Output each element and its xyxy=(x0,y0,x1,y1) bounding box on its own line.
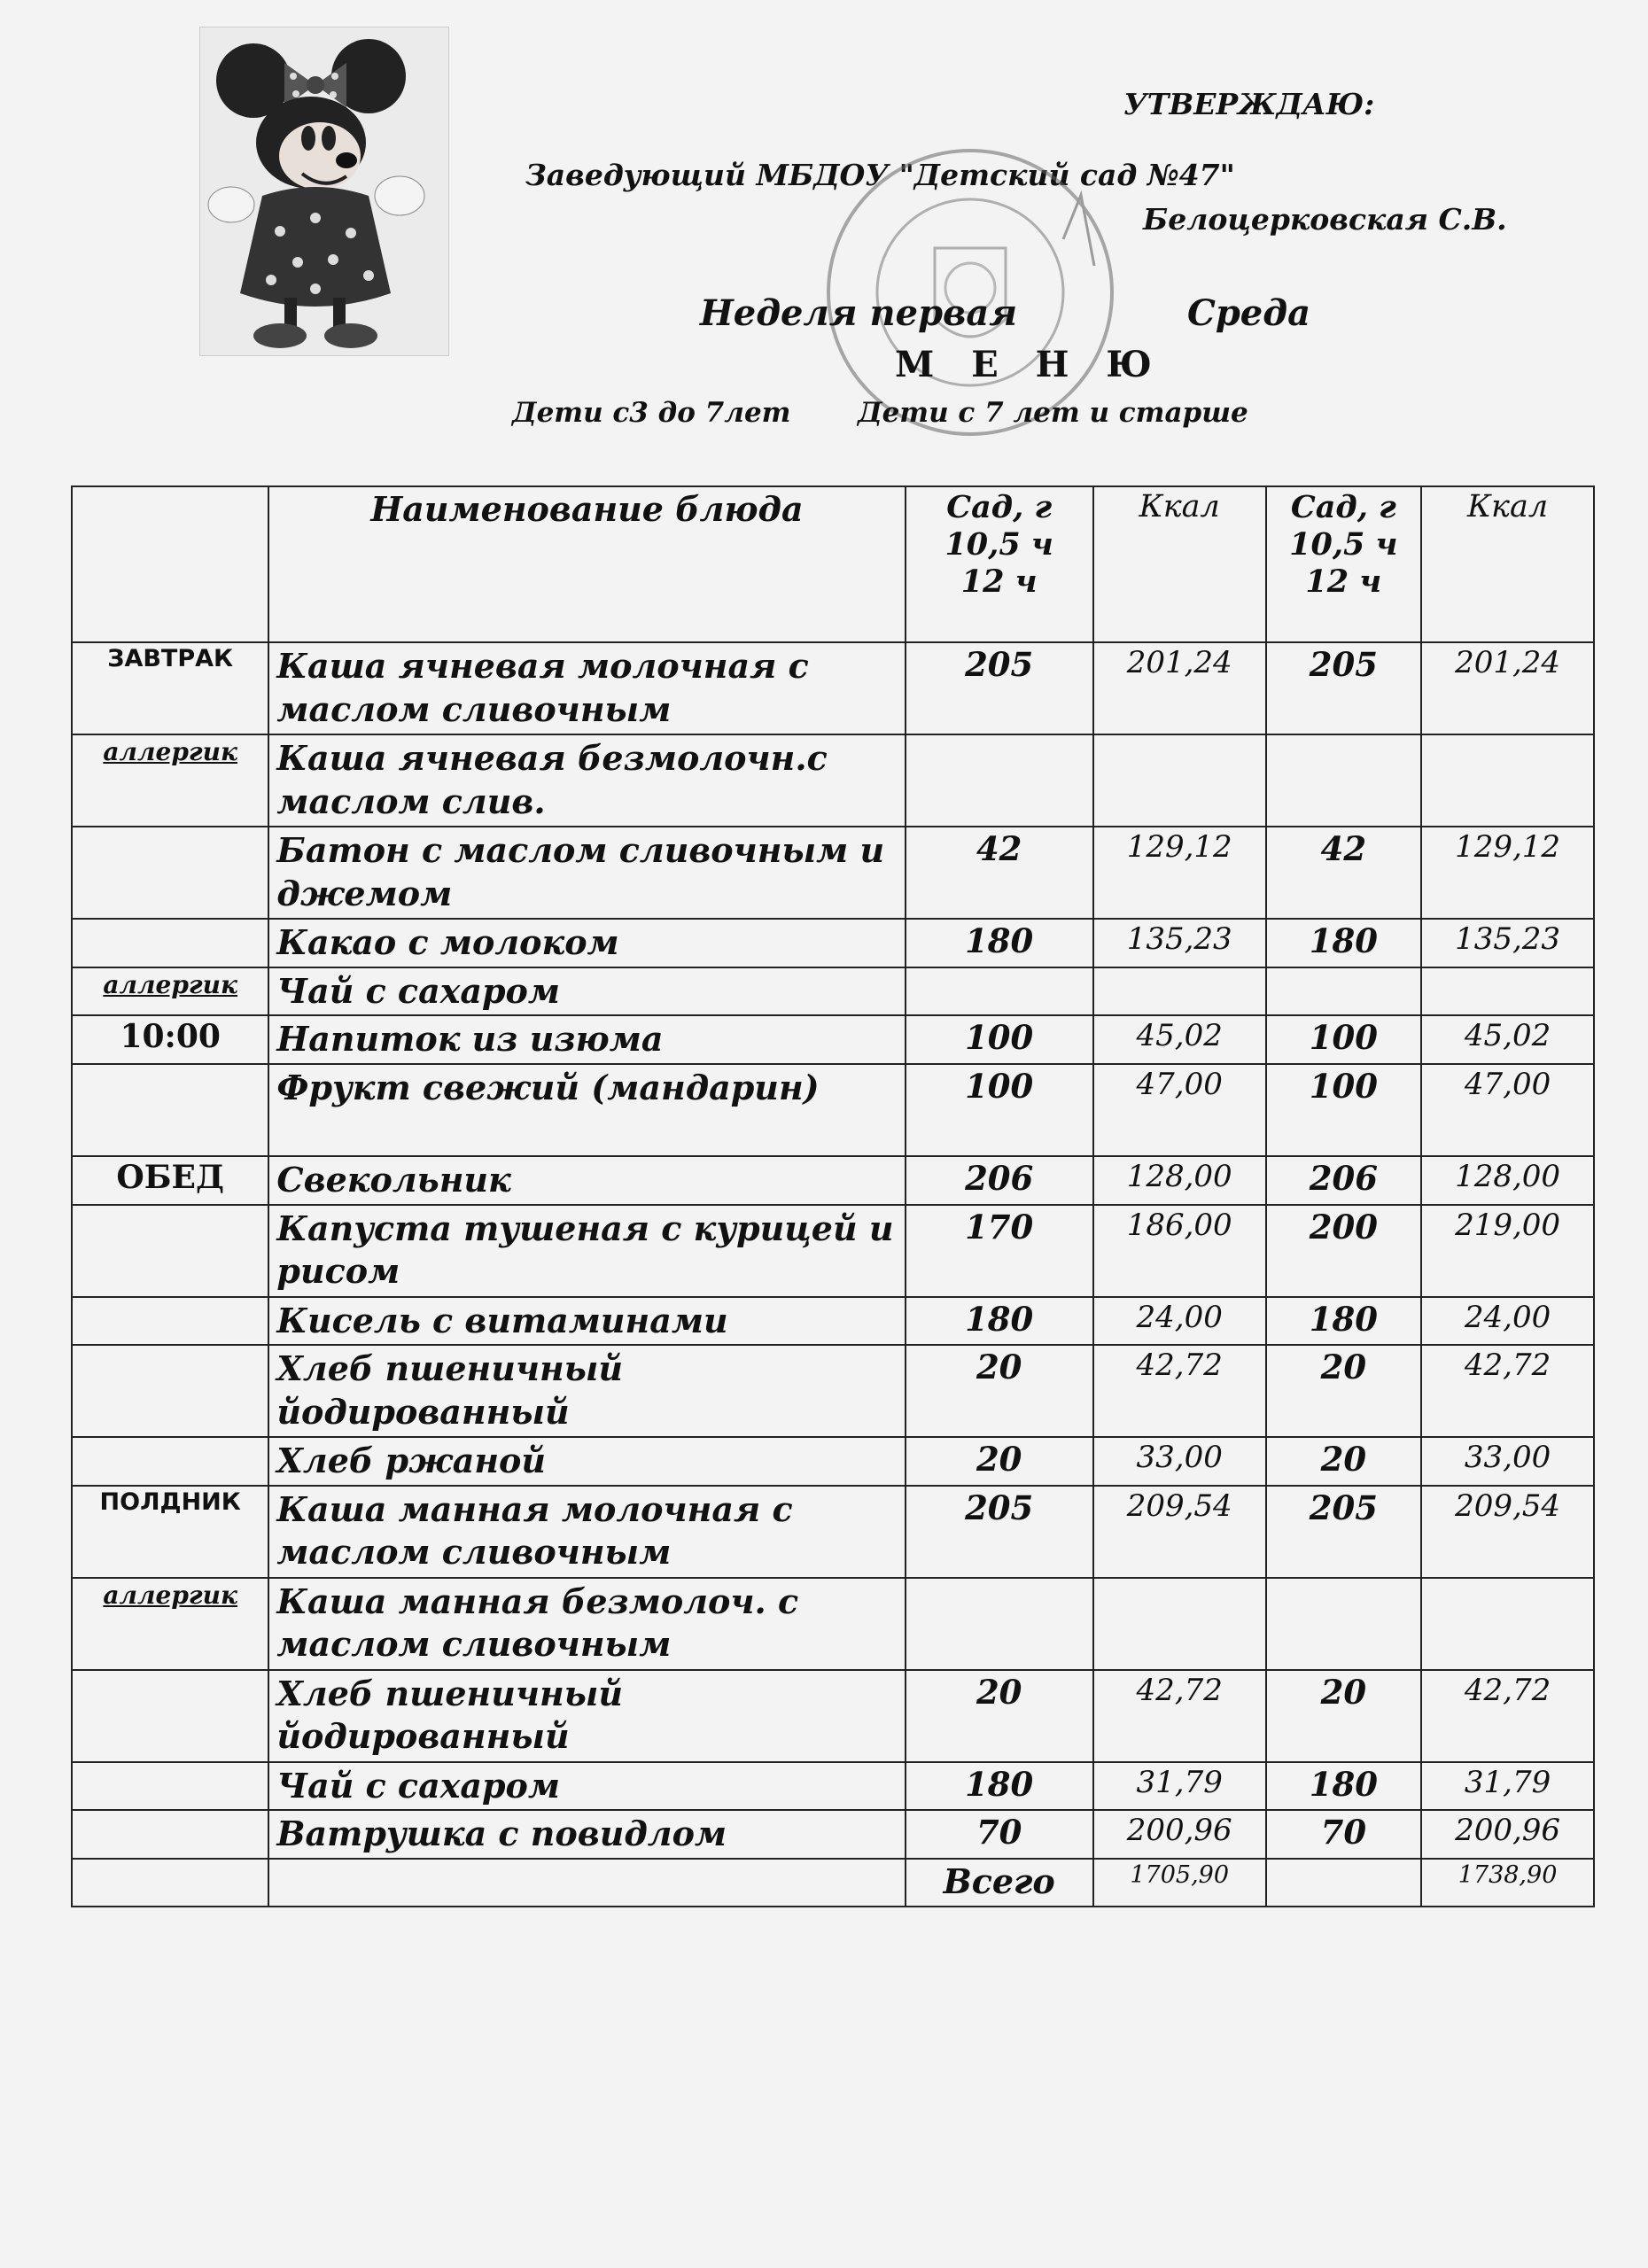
table-row xyxy=(72,827,1594,919)
kcal-cell-2: 129,12 xyxy=(1421,827,1594,919)
table-row xyxy=(72,1437,1594,1486)
grams-header-line: Сад, г xyxy=(946,489,1053,525)
grams-cell-1: 20 xyxy=(906,1437,1093,1486)
grams-cell-1: 42 xyxy=(906,827,1093,919)
kcal-cell-1: 201,24 xyxy=(1093,642,1266,734)
age-group-2: Дети с 7 лет и старше xyxy=(858,397,1248,429)
grams-column-header-2 xyxy=(1266,486,1421,642)
kcal-cell-1: 186,00 xyxy=(1093,1205,1266,1297)
meal-cell xyxy=(72,827,268,919)
kcal-cell-2: 31,79 xyxy=(1421,1762,1594,1811)
grams-cell-2: 180 xyxy=(1266,1762,1421,1811)
kcal-cell-2: 209,54 xyxy=(1421,1486,1594,1578)
grams-cell-2: 20 xyxy=(1266,1670,1421,1762)
kcal-cell-1: 24,00 xyxy=(1093,1297,1266,1346)
grams-cell-1: 100 xyxy=(906,1015,1093,1064)
kcal-cell-2 xyxy=(1421,967,1594,1016)
grams-column-header-1 xyxy=(906,486,1093,642)
meal-column-header xyxy=(72,486,268,642)
dish-cell: Хлеб пшеничный йодированный xyxy=(268,1670,905,1762)
kcal-cell-1: 128,00 xyxy=(1093,1156,1266,1205)
week-label: Неделя первая xyxy=(700,292,1018,334)
meal-cell: ОБЕД xyxy=(72,1156,268,1205)
meal-cell: ПОЛДНИК xyxy=(72,1486,268,1578)
dish-cell: Напиток из изюма xyxy=(268,1015,905,1064)
kcal-column-header-1: Ккал xyxy=(1093,486,1266,642)
grams-cell-2: 206 xyxy=(1266,1156,1421,1205)
menu-title: М Е Н Ю xyxy=(895,344,1164,385)
kcal-cell-2: 128,00 xyxy=(1421,1156,1594,1205)
table-row xyxy=(72,1578,1594,1670)
kcal-cell-2: 42,72 xyxy=(1421,1670,1594,1762)
day-label: Среда xyxy=(1187,292,1310,334)
total-empty-cell xyxy=(72,1859,268,1907)
grams-cell-2: 205 xyxy=(1266,1486,1421,1578)
grams-cell-2: 42 xyxy=(1266,827,1421,919)
table-row xyxy=(72,1297,1594,1346)
meal-cell xyxy=(72,1810,268,1859)
meal-cell xyxy=(72,1064,268,1156)
kcal-column-header-2: Ккал xyxy=(1421,486,1594,642)
table-row xyxy=(72,1064,1594,1156)
grams-cell-1: 20 xyxy=(906,1345,1093,1437)
grams-cell-1: 180 xyxy=(906,919,1093,967)
grams-cell-2 xyxy=(1266,967,1421,1016)
kcal-cell-1: 45,02 xyxy=(1093,1015,1266,1064)
kcal-cell-2 xyxy=(1421,1578,1594,1670)
grams-cell-2: 180 xyxy=(1266,1297,1421,1346)
total-empty-cell xyxy=(1266,1859,1421,1907)
table-row xyxy=(72,1345,1594,1437)
grams-header-line: 10,5 ч xyxy=(944,526,1053,563)
meal-cell xyxy=(72,1670,268,1762)
kcal-cell-1: 42,72 xyxy=(1093,1345,1266,1437)
grams-cell-2: 70 xyxy=(1266,1810,1421,1859)
kcal-cell-2: 24,00 xyxy=(1421,1297,1594,1346)
grams-cell-1: 205 xyxy=(906,1486,1093,1578)
meal-cell: аллергик xyxy=(72,1578,268,1670)
table-row xyxy=(72,1205,1594,1297)
grams-cell-1: 206 xyxy=(906,1156,1093,1205)
grams-header-line: 12 ч xyxy=(960,563,1038,600)
grams-cell-2 xyxy=(1266,734,1421,827)
grams-cell-1: 170 xyxy=(906,1205,1093,1297)
director-line: Заведующий МБДОУ "Детский сад №47" xyxy=(525,158,1235,192)
grams-cell-2: 20 xyxy=(1266,1345,1421,1437)
kcal-cell-2: 219,00 xyxy=(1421,1205,1594,1297)
grams-cell-2 xyxy=(1266,1578,1421,1670)
grams-cell-1: 205 xyxy=(906,642,1093,734)
grams-cell-2: 200 xyxy=(1266,1205,1421,1297)
kcal-cell-2: 45,02 xyxy=(1421,1015,1594,1064)
meal-cell xyxy=(72,1437,268,1486)
dish-column-header: Наименование блюда xyxy=(268,486,905,642)
meal-cell xyxy=(72,919,268,967)
kcal-cell-1: 129,12 xyxy=(1093,827,1266,919)
menu-table-body xyxy=(72,642,1594,1907)
dish-cell: Батон с маслом сливочным и джемом xyxy=(268,827,905,919)
table-row xyxy=(72,1810,1594,1859)
kcal-cell-1 xyxy=(1093,1578,1266,1670)
signer-name: Белоцерковская С.В. xyxy=(1143,202,1507,237)
kcal-cell-1: 42,72 xyxy=(1093,1670,1266,1762)
dish-cell: Чай с сахаром xyxy=(268,967,905,1016)
dish-cell: Хлеб пшеничный йодированный xyxy=(268,1345,905,1437)
table-row xyxy=(72,967,1594,1016)
grams-cell-2: 180 xyxy=(1266,919,1421,967)
grams-header-line: 12 ч xyxy=(1305,563,1382,600)
kcal-cell-2: 33,00 xyxy=(1421,1437,1594,1486)
kcal-cell-2: 135,23 xyxy=(1421,919,1594,967)
total-label: Всего xyxy=(906,1859,1093,1907)
total-row xyxy=(72,1859,1594,1907)
cartoon-mouse-illustration xyxy=(199,27,449,356)
meal-cell xyxy=(72,1297,268,1346)
table-header-row xyxy=(72,486,1594,642)
grams-cell-2: 100 xyxy=(1266,1015,1421,1064)
meal-cell xyxy=(72,1205,268,1297)
grams-cell-2: 100 xyxy=(1266,1064,1421,1156)
total-kcal-2: 1738,90 xyxy=(1421,1859,1594,1907)
grams-cell-1: 20 xyxy=(906,1670,1093,1762)
grams-header-line: 10,5 ч xyxy=(1289,526,1398,563)
dish-cell: Чай с сахаром xyxy=(268,1762,905,1811)
dish-cell: Ватрушка с повидлом xyxy=(268,1810,905,1859)
dish-cell: Свекольник xyxy=(268,1156,905,1205)
meal-cell: 10:00 xyxy=(72,1015,268,1064)
menu-table xyxy=(71,485,1595,1907)
kcal-cell-1 xyxy=(1093,967,1266,1016)
grams-cell-2: 205 xyxy=(1266,642,1421,734)
table-row xyxy=(72,1015,1594,1064)
kcal-cell-1: 209,54 xyxy=(1093,1486,1266,1578)
dish-cell: Каша ячневая молочная с маслом сливочным xyxy=(268,642,905,734)
dish-cell: Хлеб ржаной xyxy=(268,1437,905,1486)
meal-cell: аллергик xyxy=(72,967,268,1016)
kcal-cell-1: 200,96 xyxy=(1093,1810,1266,1859)
table-row xyxy=(72,734,1594,827)
kcal-cell-1: 33,00 xyxy=(1093,1437,1266,1486)
dish-cell: Фрукт свежий (мандарин) xyxy=(268,1064,905,1156)
grams-cell-2: 20 xyxy=(1266,1437,1421,1486)
meal-cell xyxy=(72,1345,268,1437)
kcal-cell-2: 47,00 xyxy=(1421,1064,1594,1156)
grams-cell-1 xyxy=(906,1578,1093,1670)
kcal-cell-1 xyxy=(1093,734,1266,827)
dish-cell: Каша ячневая безмолочн.с маслом слив. xyxy=(268,734,905,827)
meal-cell: ЗАВТРАК xyxy=(72,642,268,734)
kcal-cell-2 xyxy=(1421,734,1594,827)
grams-cell-1: 180 xyxy=(906,1762,1093,1811)
table-row xyxy=(72,1670,1594,1762)
dish-cell: Каша манная молочная с маслом сливочным xyxy=(268,1486,905,1578)
total-empty-cell xyxy=(268,1859,905,1907)
kcal-cell-2: 42,72 xyxy=(1421,1345,1594,1437)
dish-cell: Капуста тушеная с курицей и рисом xyxy=(268,1205,905,1297)
table-row xyxy=(72,1762,1594,1811)
grams-cell-1: 100 xyxy=(906,1064,1093,1156)
kcal-cell-2: 200,96 xyxy=(1421,1810,1594,1859)
table-row xyxy=(72,642,1594,734)
age-group-1: Дети с3 до 7лет xyxy=(512,397,791,429)
table-row xyxy=(72,1156,1594,1205)
total-kcal-1: 1705,90 xyxy=(1093,1859,1266,1907)
table-row xyxy=(72,919,1594,967)
approval-label: УТВЕРЖДАЮ: xyxy=(1123,87,1375,121)
dish-cell: Какао с молоком xyxy=(268,919,905,967)
meal-cell: аллергик xyxy=(72,734,268,827)
grams-cell-1 xyxy=(906,967,1093,1016)
grams-cell-1: 180 xyxy=(906,1297,1093,1346)
kcal-cell-1: 47,00 xyxy=(1093,1064,1266,1156)
meal-cell xyxy=(72,1762,268,1811)
kcal-cell-1: 135,23 xyxy=(1093,919,1266,967)
dish-cell: Кисель с витаминами xyxy=(268,1297,905,1346)
table-row xyxy=(72,1486,1594,1578)
kcal-cell-2: 201,24 xyxy=(1421,642,1594,734)
kcal-cell-1: 31,79 xyxy=(1093,1762,1266,1811)
grams-cell-1 xyxy=(906,734,1093,827)
grams-header-line: Сад, г xyxy=(1290,489,1396,525)
dish-cell: Каша манная безмолоч. с маслом сливочным xyxy=(268,1578,905,1670)
grams-cell-1: 70 xyxy=(906,1810,1093,1859)
